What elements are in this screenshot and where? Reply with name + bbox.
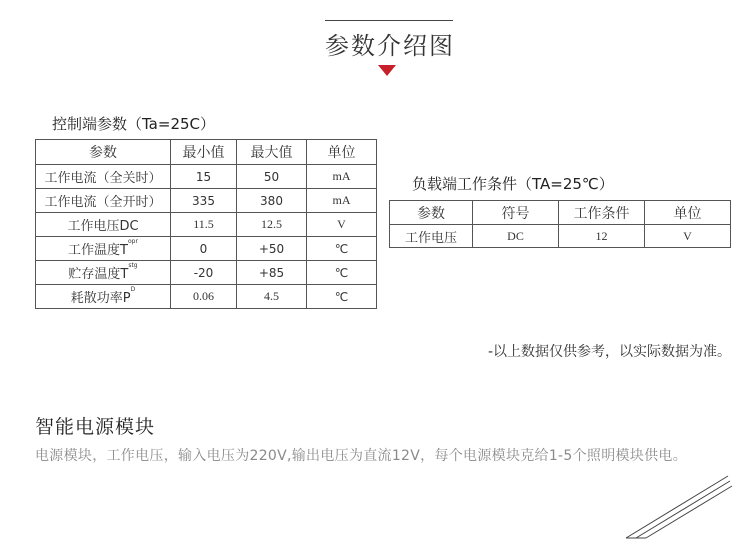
table-row xyxy=(36,237,377,261)
header-cell: 参数 xyxy=(390,201,473,225)
load-conditions-table xyxy=(389,200,731,248)
header-divider xyxy=(325,20,453,21)
page-title: 参数介绍图 xyxy=(325,32,455,60)
control-params-table xyxy=(35,139,377,309)
min-cell: 15 xyxy=(171,165,237,189)
param-cell xyxy=(36,165,171,189)
param-cell xyxy=(36,285,171,309)
table-row xyxy=(36,261,377,285)
param-subscript: D xyxy=(130,286,136,293)
header-cell: 最大值 xyxy=(237,140,307,165)
header-cell: 符号 xyxy=(473,201,559,225)
section-description: 电源模块，工作电压，输入电压为220V,输出电压为直流12V，每个电源模块克给1-5个照明模块供电。 xyxy=(35,448,688,464)
unit-cell: mA xyxy=(307,165,377,189)
down-arrow-icon xyxy=(378,65,396,76)
min-cell: 11.5 xyxy=(171,213,237,237)
max-cell: 50 xyxy=(237,165,307,189)
max-cell: 12.5 xyxy=(237,213,307,237)
unit-cell: ℃ xyxy=(307,237,377,261)
table-header-row xyxy=(390,201,731,225)
unit-cell: V xyxy=(645,225,731,248)
table-row xyxy=(36,285,377,309)
max-cell: +50 xyxy=(237,237,307,261)
param-subscript: stg xyxy=(128,262,138,269)
unit-cell: ℃ xyxy=(307,261,377,285)
param-label: 工作温度T xyxy=(68,243,128,258)
param-cell xyxy=(36,261,171,285)
min-cell: -20 xyxy=(171,261,237,285)
section-heading: 智能电源模块 xyxy=(35,416,156,438)
param-label: 工作电压DC xyxy=(67,219,139,234)
max-cell: 4.5 xyxy=(237,285,307,309)
header-cell: 单位 xyxy=(645,201,731,225)
unit-cell: mA xyxy=(307,189,377,213)
min-cell: 335 xyxy=(171,189,237,213)
min-cell: 0 xyxy=(171,237,237,261)
param-label: 贮存温度T xyxy=(68,267,129,282)
param-cell xyxy=(36,189,171,213)
param-subscript: opr xyxy=(128,238,138,245)
unit-cell: V xyxy=(307,213,377,237)
param-cell: 工作电压 xyxy=(390,225,473,248)
table-row xyxy=(36,213,377,237)
header-cell: 参数 xyxy=(36,140,171,165)
symbol-cell: DC xyxy=(473,225,559,248)
max-cell: 380 xyxy=(237,189,307,213)
table-row xyxy=(36,165,377,189)
table-row xyxy=(36,189,377,213)
min-cell: 0.06 xyxy=(171,285,237,309)
load-table-title: 负载端工作条件（TA=25℃） xyxy=(412,175,614,193)
header-cell: 单位 xyxy=(307,140,377,165)
table-header-row xyxy=(36,140,377,165)
unit-cell: ℃ xyxy=(307,285,377,309)
condition-cell: 12 xyxy=(559,225,645,248)
table-row xyxy=(390,225,731,248)
param-label: 工作电流（全开时） xyxy=(44,195,162,210)
param-label: 工作电流（全关时） xyxy=(44,171,162,186)
control-table-title: 控制端参数（Ta=25C） xyxy=(52,115,216,133)
reference-note: -以上数据仅供参考，以实际数据为准。 xyxy=(487,344,731,360)
max-cell: +85 xyxy=(237,261,307,285)
decorative-lines-icon xyxy=(624,470,734,542)
header-cell: 工作条件 xyxy=(559,201,645,225)
param-cell xyxy=(36,237,171,261)
param-label: 耗散功率P xyxy=(70,291,131,306)
header-cell: 最小值 xyxy=(171,140,237,165)
param-cell xyxy=(36,213,171,237)
